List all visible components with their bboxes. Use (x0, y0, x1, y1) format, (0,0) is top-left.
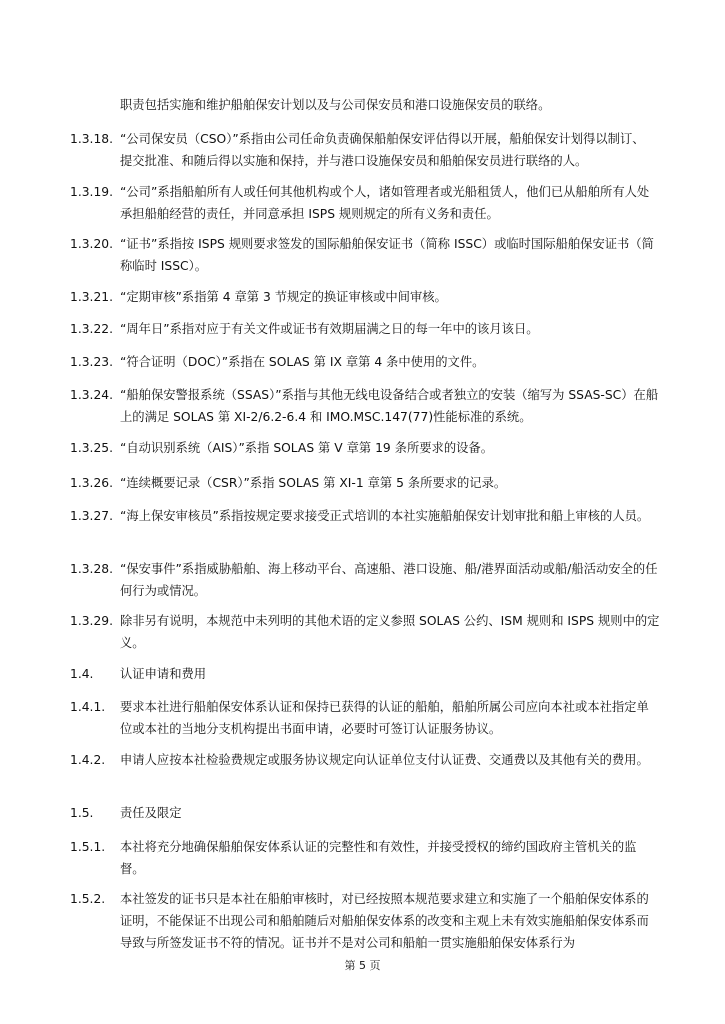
clause-number: 1.3.21. (70, 290, 114, 304)
clause-1-3-23 (70, 351, 660, 373)
clause-1-3-19 (70, 181, 660, 225)
clause-text: 申请人应按本社检验费规定或服务协议规定向认证单位支付认证费、交通费以及其他有关的费用。 (120, 753, 649, 767)
clause-1-3-18 (70, 128, 660, 172)
section-number: 1.5. (70, 806, 94, 820)
section-number: 1.4. (70, 667, 94, 681)
clause-number: 1.5.1. (70, 840, 106, 854)
section-title: 责任及限定 (120, 806, 182, 820)
section-1-4-heading (70, 663, 660, 685)
clause-number: 1.3.25. (70, 441, 114, 455)
clause-number: 1.3.26. (70, 476, 114, 490)
clause-1-4-1 (70, 696, 660, 740)
clause-text: 本社签发的证书只是本社在船舶审核时，对已经按照本规范要求建立和实施了一个船舶保安体系的证明，不能保证不出现公司和船舶随后对船舶保安体系的改变和主观上未有效实施船舶保安体系而导致与所签发证书不符的情况。证书并不是对公司和船舶一贯实施船舶保安体系行为 (120, 892, 649, 950)
clause-text: “海上保安审核员”系指按规定要求接受正式培训的本社实施船舶保安计划审批和船上审核的人员。 (120, 509, 650, 523)
clause-text: “自动识别系统（AIS）”系指 SOLAS 第 V 章第 19 条所要求的设备。 (120, 441, 494, 455)
clause-1-3-26 (70, 472, 660, 494)
clause-number: 1.3.19. (70, 185, 114, 199)
clause-number: 1.3.27. (70, 509, 114, 523)
clause-text: 除非另有说明，本规范中未列明的其他术语的定义参照 SOLAS 公约、ISM 规则和 ISPS 规则中的定义。 (120, 614, 660, 650)
clause-text: “公司保安员（CSO）”系指由公司任命负责确保船舶保安评估得以开展，船舶保安计划得以制订、 提交批准、和随后得以实施和保持，并与港口设施保安员和船舶保安员进行联络的人。 (120, 132, 645, 168)
clause-1-3-27 (70, 505, 660, 527)
clause-number: 1.4.2. (70, 753, 106, 767)
clause-number: 1.3.23. (70, 355, 114, 369)
clause-number: 1.3.24. (70, 388, 114, 402)
clause-number: 1.3.22. (70, 322, 114, 336)
clause-text: “船舶保安警报系统（SSAS）”系指与其他无线电设备结合或者独立的安装（缩写为 SSAS-SC）在船上的满足 SOLAS 第 XI-2/6.2-6.4 和 IMO.MSC.147(77)性能标准的系统。 (120, 388, 659, 424)
clause-1-4-2 (70, 749, 660, 771)
continuation-paragraph (70, 94, 660, 116)
clause-1-3-25 (70, 437, 660, 459)
clause-1-5-2 (70, 888, 660, 954)
clause-text: “保安事件”系指威胁船舶、海上移动平台、高速船、港口设施、船/港界面活动或船/船活动安全的任何行为或情况。 (120, 562, 658, 598)
clause-text: 要求本社进行船舶保安体系认证和保持已获得的认证的船舶，船舶所属公司应向本社或本社指定单位或本社的当地分支机构提出书面申请，必要时可签订认证服务协议。 (120, 700, 649, 736)
section-1-5-heading (70, 802, 660, 824)
clause-1-3-28 (70, 558, 660, 602)
page-number: 第 5 页 (344, 959, 381, 972)
clause-number: 1.4.1. (70, 700, 106, 714)
clause-text: 职责包括实施和维护船舶保安计划以及与公司保安员和港口设施保安员的联络。 (120, 98, 551, 112)
clause-1-3-22 (70, 318, 660, 340)
clause-text: “符合证明（DOC）”系指在 SOLAS 第 IX 章第 4 条中使用的文件。 (120, 355, 485, 369)
clause-1-3-20 (70, 233, 660, 277)
clause-number: 1.3.18. (70, 132, 114, 146)
clause-number: 1.5.2. (70, 892, 106, 906)
clause-text: “定期审核”系指第 4 章第 3 节规定的换证审核或中间审核。 (120, 290, 447, 304)
clause-text: “证书”系指按 ISPS 规则要求签发的国际船舶保安证书（简称 ISSC）或临时国际船舶保安证书（简称临时 ISSC）。 (120, 237, 654, 273)
section-title: 认证申请和费用 (120, 667, 207, 681)
clause-number: 1.3.29. (70, 614, 114, 628)
clause-number: 1.3.20. (70, 237, 114, 251)
clause-1-3-29 (70, 610, 660, 654)
clause-text: “周年日”系指对应于有关文件或证书有效期届满之日的每一年中的该月该日。 (120, 322, 539, 336)
clause-text: “公司”系指船舶所有人或任何其他机构或个人，诸如管理者或光船租赁人，他们已从船舶所有人处承担船舶经营的责任，并同意承担 ISPS 规则规定的所有义务和责任。 (120, 185, 650, 221)
clause-1-5-1 (70, 836, 660, 880)
clause-number: 1.3.28. (70, 562, 114, 576)
clause-text: “连续概要记录（CSR）”系指 SOLAS 第 XI-1 章第 5 条所要求的记录。 (120, 476, 507, 490)
clause-1-3-21 (70, 286, 660, 308)
clause-text: 本社将充分地确保船舶保安体系认证的完整性和有效性，并接受授权的缔约国政府主管机关的监督。 (120, 840, 637, 876)
clause-1-3-24 (70, 384, 660, 428)
